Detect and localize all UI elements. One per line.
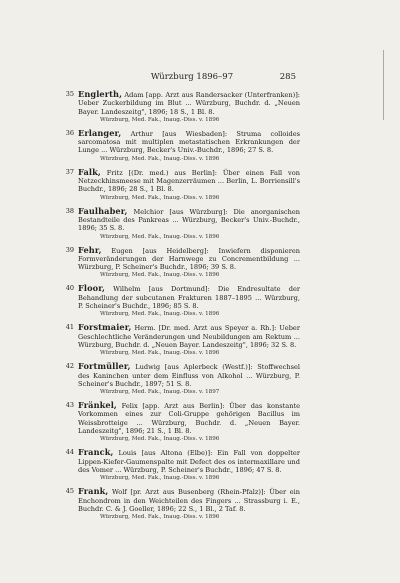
- entry-text: Eugen [aus Heidelberg]: Inwiefern disponieren Formveränderungen der Harnwege zu Concrementbildung ... Würzburg, P. Scheiner's Buchdr., 1896; 39 S. 8.: [78, 246, 300, 272]
- author-name: Falk,: [78, 166, 101, 177]
- entry-body: [78, 129, 300, 155]
- entry-text: Adam [app. Arzt aus Randersacker (Unterfranken)]: Ueber Zuckerbildung im Blut ... Würzburg, Buchdr. d. „Neuen Bayer. Landeszeitg", 1896; 18 S., 1 Bl. 8.: [78, 91, 300, 116]
- entry-text: Wilhelm [aus Dortmund]: Die Endresultate der Behandlung der subcutanen Frakturen 1887–1895 ... Würzburg, P. Scheiner's Buchdr., 1896; 85 S. 8.: [78, 285, 300, 311]
- entry-text: Arthur [aus Wiesbaden]: Struma colloides sarcomatosa mit multiplen metastatischen Erkrankungen der Lunge ... Würzburg, Becker's Univ.-Buchdr., 1896; 27 S. 8.: [78, 129, 300, 155]
- dissertation-note: Würzburg, Med. Fak., Inaug.-Diss. v. 1896: [100, 155, 220, 162]
- author-name: Forstmaier,: [78, 322, 132, 333]
- author-name: Faulhaber,: [78, 205, 128, 216]
- entry-body: [78, 362, 300, 388]
- entry-text: Fritz [(Dr. med.) aus Berlin]: Über einen Fall von Netzeckhinsmeese mit Magenzerräumen ... Berlin, L. Borriensill's Buchdr., 1896; 28 S., 1 Bl. 8.: [78, 168, 300, 194]
- entry-body: [78, 323, 300, 349]
- author-name: Floor,: [78, 283, 106, 294]
- entry-text: Melchior [aus Würzburg]: Die anorganischen Bestandteile des Pankreas ... Würzburg, Becker's Univ.-Buchdr., 1896; 35 S. 8.: [78, 207, 300, 233]
- entry-number: 41: [65, 323, 74, 332]
- entry-text: Ludwig [aus Aplerbeck (Westf.)]: Stoffwechsel des Kaninchen unter dem Einfluss von Alkohol ... Würzburg, P. Scheiner's Buchdr., 1897; 51 S. 8.: [78, 363, 300, 388]
- bibliography-entry: [65, 244, 300, 280]
- entry-number: 43: [65, 401, 74, 410]
- dissertation-note: Würzburg, Med. Fak., Inaug.-Diss. v. 1896: [100, 233, 220, 240]
- entry-body: [78, 90, 300, 116]
- bibliography-entry: [65, 89, 300, 124]
- bibliography-entry: [65, 283, 300, 318]
- author-name: Frank,: [78, 486, 109, 497]
- author-name: Fehr,: [78, 244, 102, 255]
- dissertation-note: Würzburg, Med. Fak., Inaug.-Diss. v. 1897: [100, 389, 220, 396]
- page-header: [88, 72, 296, 84]
- entry-body: [78, 401, 300, 435]
- bibliography-entry: [65, 361, 300, 396]
- running-title: Würzburg 1896–97: [150, 72, 234, 82]
- entry-body: [78, 448, 300, 474]
- entry-number: 44: [65, 448, 74, 457]
- entry-number: 37: [65, 167, 74, 176]
- entry-body: [78, 487, 300, 513]
- entry-text: Louis [aus Altona (Elbe)]: Ein Fall von doppelter Lippen-Kiefer-Gaumenspalte mit Defect des os intermaxillare und des Vomer ... Würzburg, P. Scheiner's Buchdr., 1896; 47 S. 8.: [78, 449, 300, 474]
- author-name: Franck,: [78, 447, 114, 458]
- author-name: Englerth,: [78, 89, 123, 99]
- entry-text: Felix [app. Arzt aus Berlin]: Über das konstante Vorkommen eines zur Coli-Gruppe gehörigen Bacillus im Weissbrotteige ... Würzburg, Buchdr. d. „Neuen Bayer. Landeszeitg", 1896; 21 S., 1 Bl. 8.: [78, 402, 300, 436]
- entry-text: Wolf [pr. Arzt aus Busenberg (Rhein-Pfalz)]: Über ein Enchondrom in den Weichteilen des Fingers ... Strassburg i. E., Buchdr. C. & J. Goeller, 1896; 22 S., 1 Bl., 2 Taf. 8.: [78, 488, 300, 513]
- entry-number: 40: [65, 284, 74, 293]
- entry-number: 38: [65, 206, 74, 215]
- bibliography-entry: [65, 205, 300, 241]
- entry-text: Herm. [Dr. med. Arzt aus Speyer a. Rh.]: Ueber Geschlechtliche Veränderungen und Neubildungen am Rektum ... Würzburg, Buchdr. d. „Neuen Bayer. Landeszeitg", 1896; 32 S. 8.: [78, 324, 300, 349]
- entry-list: [65, 89, 300, 526]
- entry-body: [78, 246, 300, 272]
- dissertation-note: Würzburg, Med. Fak., Inaug.-Diss. v. 1896: [100, 514, 220, 521]
- bibliography-entry: [65, 166, 300, 202]
- entry-number: 42: [65, 362, 74, 371]
- dissertation-note: Würzburg, Med. Fak., Inaug.-Diss. v. 1896: [100, 272, 220, 279]
- entry-number: 45: [65, 487, 74, 496]
- entry-body: [78, 284, 300, 310]
- dissertation-note: Würzburg, Med. Fak., Inaug.-Diss. v. 1896: [100, 436, 220, 443]
- bibliography-entry: [65, 486, 300, 521]
- margin-mark: [383, 50, 384, 120]
- dissertation-note: Würzburg, Med. Fak., Inaug.-Diss. v. 1896: [100, 311, 220, 318]
- dissertation-note: Würzburg, Med. Fak., Inaug.-Diss. v. 1896: [100, 475, 220, 482]
- bibliography-entry: [65, 400, 300, 443]
- dissertation-note: Würzburg, Med. Fak., Inaug.-Diss. v. 1896: [100, 116, 220, 123]
- entry-number: 39: [65, 245, 74, 254]
- author-name: Fränkel,: [78, 400, 117, 411]
- page-number: 285: [279, 72, 296, 82]
- author-name: Erlanger,: [78, 127, 122, 138]
- entry-number: 35: [65, 90, 74, 98]
- entry-body: [78, 207, 300, 233]
- bibliography-entry: [65, 322, 300, 357]
- entry-body: [78, 168, 300, 194]
- author-name: Fortmüller,: [78, 361, 131, 372]
- dissertation-note: Würzburg, Med. Fak., Inaug.-Diss. v. 1896: [100, 194, 220, 201]
- bibliography-entry: [65, 447, 300, 482]
- bibliography-entry: [65, 127, 300, 163]
- entry-number: 36: [65, 128, 74, 137]
- dissertation-note: Würzburg, Med. Fak., Inaug.-Diss. v. 1896: [100, 350, 220, 357]
